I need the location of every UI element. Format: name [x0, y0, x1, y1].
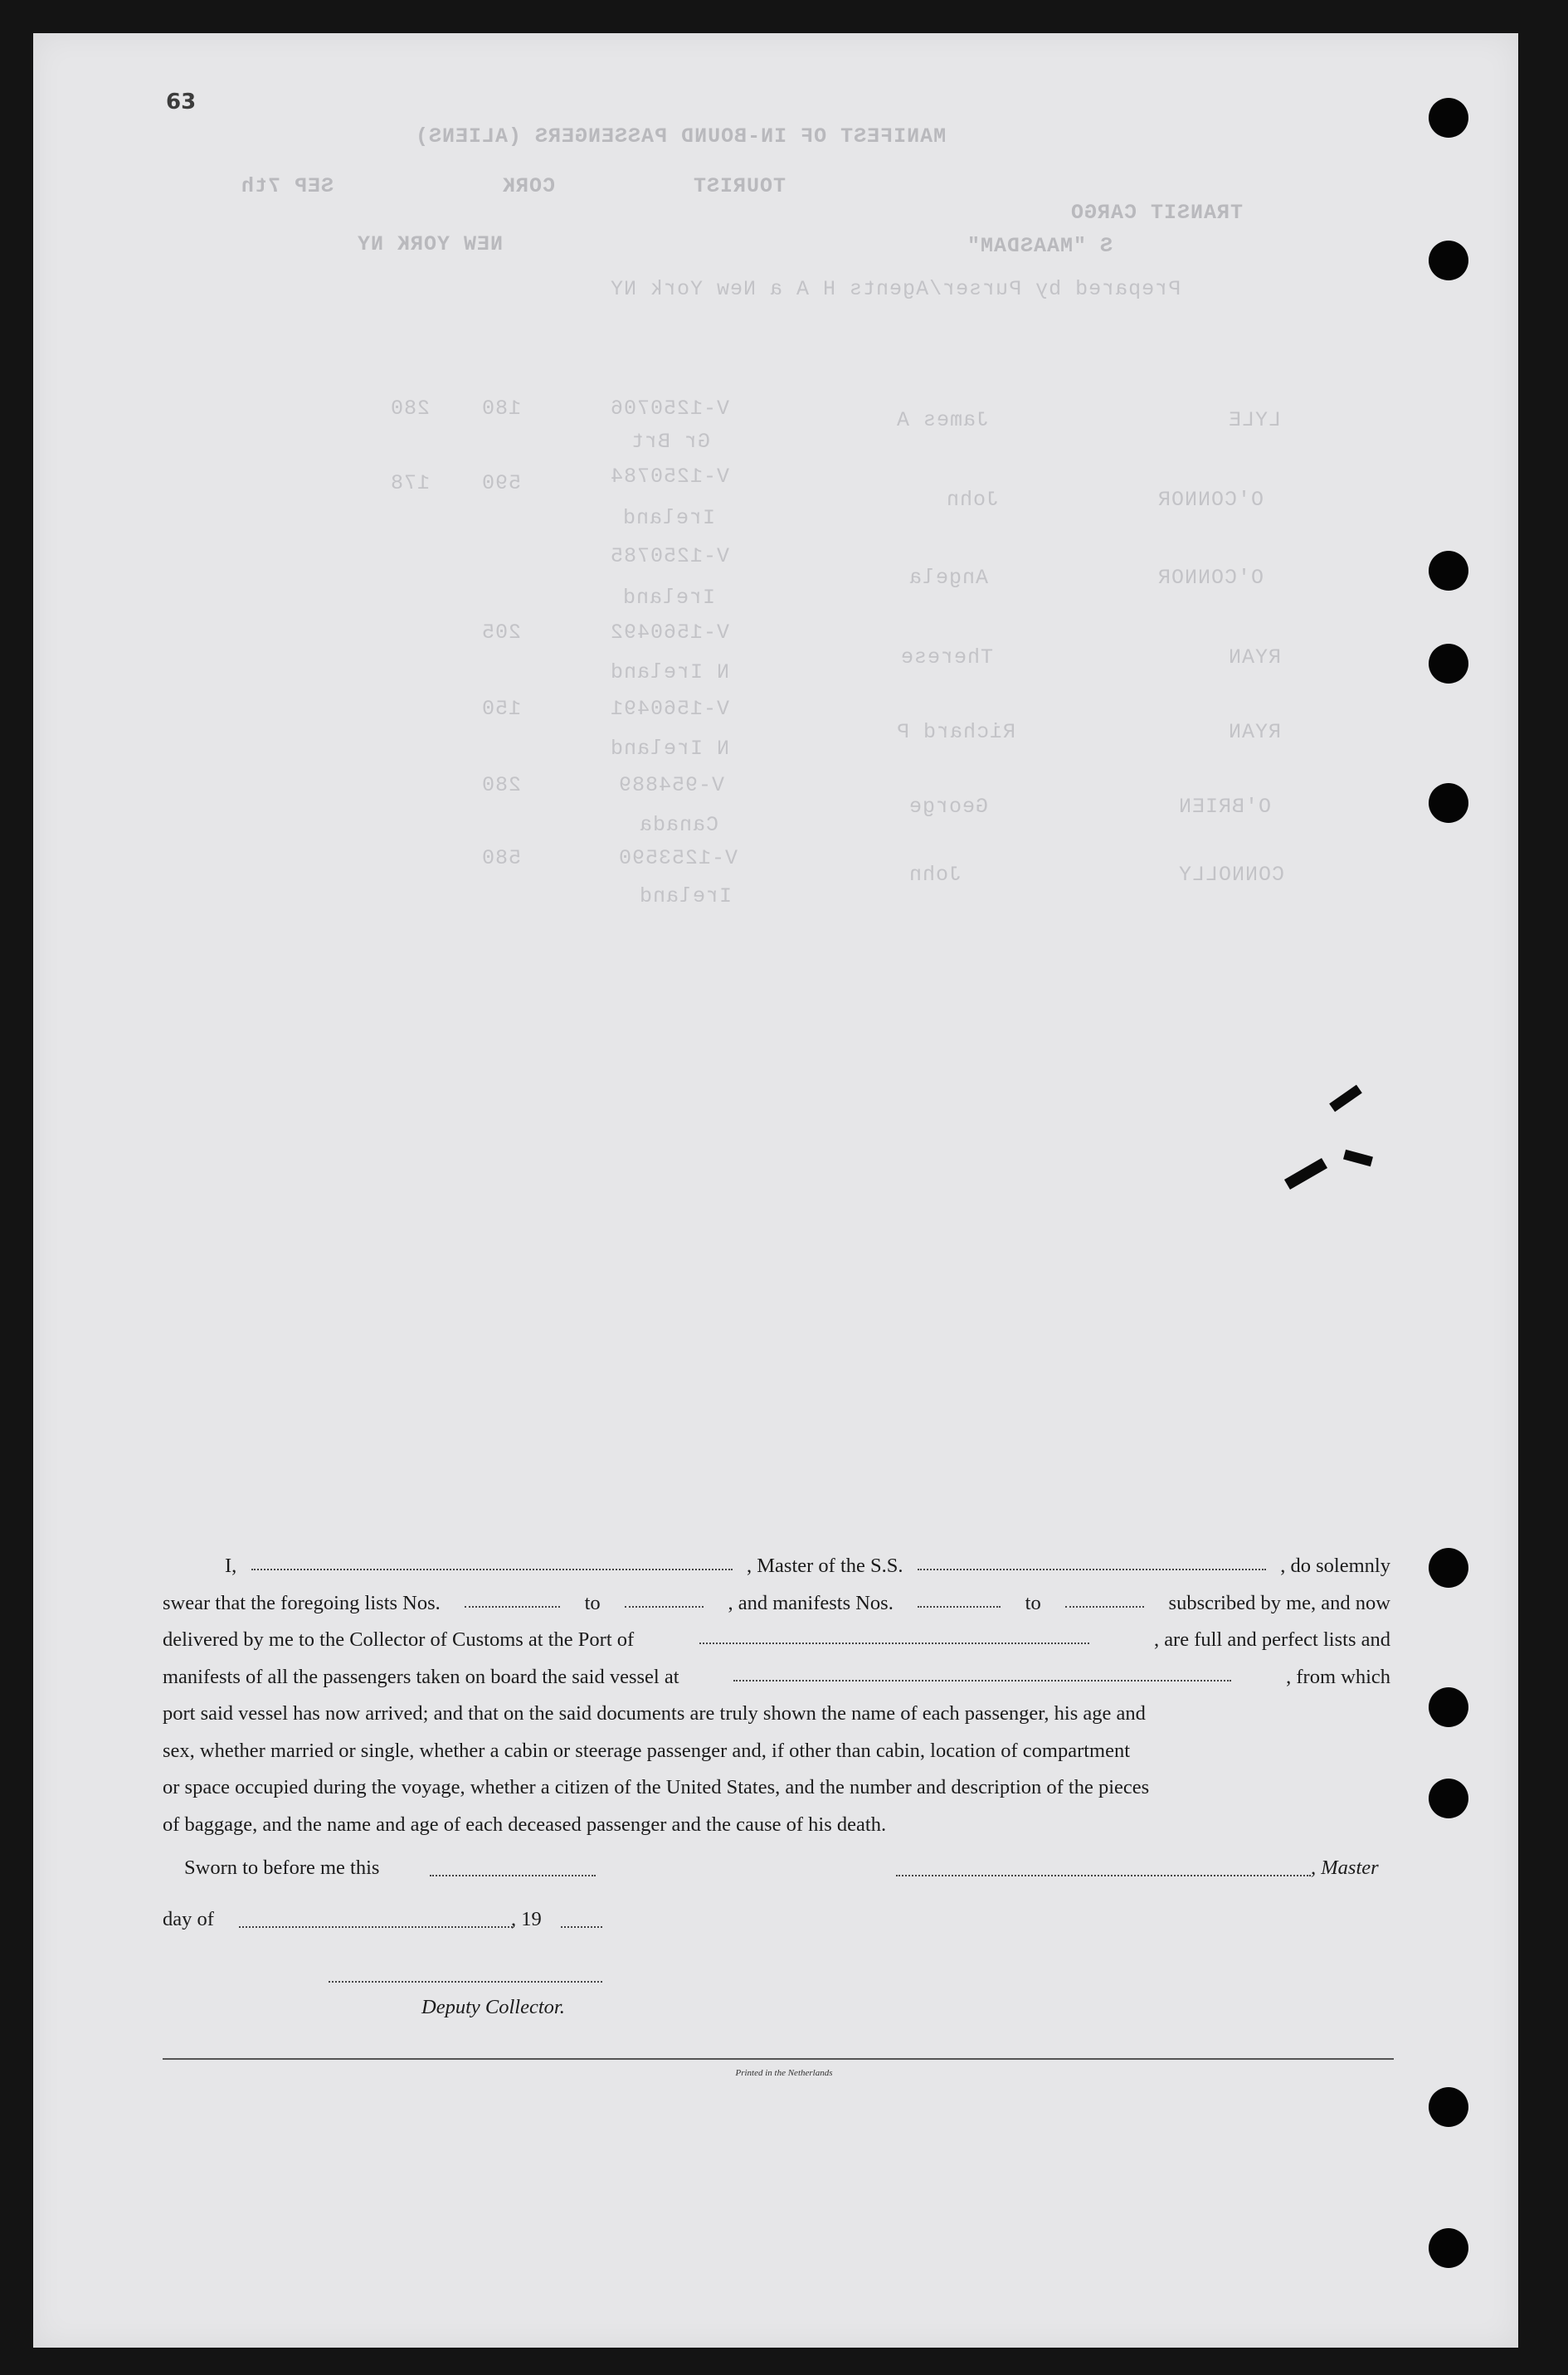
oath-line	[163, 1696, 1390, 1733]
oath-line	[163, 1622, 1390, 1659]
ghost-vessel-label: TRANSIT CARGO	[1070, 201, 1244, 225]
ghost-visa: V-1253590	[618, 846, 738, 870]
ghost-country: Canada	[639, 813, 719, 837]
ghost-given: John	[946, 488, 1000, 512]
oath-line	[163, 1733, 1390, 1770]
binding-hole	[1429, 783, 1468, 823]
oath-text: to	[1025, 1591, 1041, 1614]
ghost-visa: V-1250785	[610, 544, 730, 568]
footer-rule	[163, 2058, 1394, 2060]
ghost-given: John	[908, 863, 962, 887]
ghost-code: 280	[481, 773, 522, 797]
ghost-title: MANIFEST OF IN-BOUND PASSENGERS (ALIENS)	[415, 124, 947, 148]
manifest-page	[33, 33, 1518, 2348]
ghost-visa: V-1250784	[610, 465, 730, 489]
ghost-prepared-by: Prepared by Purser/Agents H A a New York NY	[610, 277, 1181, 301]
oath-line	[163, 1769, 1390, 1807]
ghost-code: 180	[481, 397, 522, 421]
ghost-country: Ireland	[639, 884, 733, 908]
ship-name-blank[interactable]	[918, 1569, 1266, 1570]
year-blank[interactable]	[561, 1926, 602, 1928]
ghost-surname: RYAN	[1228, 645, 1282, 669]
ghost-date: SEP 7th	[241, 174, 334, 198]
oath-line	[163, 1585, 1390, 1623]
ghost-surname: O'BRIEN	[1178, 795, 1272, 819]
ghost-code: 205	[481, 621, 522, 645]
oath-text: swear that the foregoing lists Nos.	[163, 1591, 441, 1614]
binding-hole	[1429, 1687, 1468, 1727]
ghost-port: CORK	[502, 174, 556, 198]
binding-hole	[1429, 1548, 1468, 1588]
printed-in-label: Printed in the Netherlands	[735, 2068, 833, 2078]
oath-text: , do solemnly	[1280, 1555, 1390, 1577]
binding-hole	[1429, 2228, 1468, 2268]
oath-text: or space occupied during the voyage, whether a citizen of the United States, and the number and description of the pieces	[163, 1776, 1150, 1798]
binding-hole	[1429, 644, 1468, 684]
oath-text: of baggage, and the name and age of each deceased passenger and the cause of his death.	[163, 1813, 887, 1836]
oath-text: , Master of the S.S.	[747, 1555, 903, 1577]
ghost-visa: V-1560492	[610, 621, 730, 645]
ghost-visa: V-1560491	[610, 697, 730, 721]
ghost-given: Therese	[900, 645, 994, 669]
ghost-code: 150	[481, 697, 522, 721]
oath-paragraph	[163, 1548, 1390, 1843]
oath-line	[163, 1659, 1390, 1696]
ghost-country: N Ireland	[610, 737, 730, 761]
oath-line	[163, 1548, 1390, 1585]
day-blank[interactable]	[239, 1926, 513, 1928]
ghost-code: 590	[481, 471, 522, 495]
ghost-surname: CONNOLLY	[1178, 863, 1285, 887]
oath-text: to	[584, 1591, 601, 1614]
oath-text: I,	[225, 1555, 237, 1577]
ghost-given: Angela	[908, 566, 989, 590]
manifests-to-blank[interactable]	[1065, 1606, 1144, 1608]
ghost-class: TOURIST	[693, 174, 786, 198]
oath-text: subscribed by me, and now	[1168, 1591, 1390, 1614]
day-of-label: day of	[163, 1908, 214, 1930]
oath-text: sex, whether married or single, whether a cabin or steerage passenger and, if other than cabin, location of compartment	[163, 1739, 1131, 1762]
oath-line	[163, 1807, 1390, 1844]
deputy-signature-blank[interactable]	[329, 1981, 602, 1983]
ghost-visa: V-1250706	[610, 397, 730, 421]
ghost-country: N Ireland	[610, 660, 730, 684]
ghost-extra: 280	[390, 397, 431, 421]
ghost-visa: V-954889	[618, 773, 725, 797]
master-signature-blank[interactable]	[896, 1875, 1311, 1876]
ghost-given: George	[908, 795, 989, 819]
deputy-collector-label: Deputy Collector.	[421, 1996, 565, 2018]
ghost-country: Ireland	[622, 586, 716, 610]
oath-text: port said vessel has now arrived; and that on the said documents are truly shown the name of each passenger, his age and	[163, 1702, 1146, 1725]
ghost-destination: NEW YORK NY	[357, 232, 504, 256]
binding-hole	[1429, 241, 1468, 280]
year-label: , 19	[511, 1908, 542, 1930]
sworn-label: Sworn to before me this	[184, 1857, 380, 1879]
manifests-from-blank[interactable]	[918, 1606, 1001, 1608]
master-label: , Master	[1311, 1857, 1379, 1879]
lists-to-blank[interactable]	[625, 1606, 704, 1608]
binding-hole	[1429, 551, 1468, 591]
master-name-blank[interactable]	[251, 1569, 733, 1570]
ghost-vessel: S "MAASDAM"	[967, 234, 1113, 258]
ghost-surname: RYAN	[1228, 720, 1282, 744]
binding-hole	[1429, 98, 1468, 138]
binding-hole	[1429, 1779, 1468, 1818]
ghost-extra: 178	[390, 471, 431, 495]
oath-text: manifests of all the passengers taken on board the said vessel at	[163, 1665, 679, 1688]
oath-text: delivered by me to the Collector of Customs at the Port of	[163, 1628, 635, 1651]
pencil-page-number: 63	[166, 90, 197, 114]
ghost-given: Richard P	[896, 720, 1016, 744]
port-of-arrival-blank[interactable]	[699, 1643, 1089, 1644]
oath-text: , and manifests Nos.	[728, 1591, 894, 1614]
ghost-surname: LYLE	[1228, 408, 1282, 432]
oath-text: , from which	[1286, 1665, 1390, 1688]
binding-hole	[1429, 2087, 1468, 2127]
oath-text: , are full and perfect lists and	[1153, 1628, 1390, 1651]
ghost-country: Gr Brt	[631, 430, 711, 454]
ghost-given: James A	[896, 408, 990, 432]
sworn-date-blank[interactable]	[430, 1875, 596, 1876]
port-of-departure-blank[interactable]	[733, 1680, 1231, 1681]
ghost-country: Ireland	[622, 506, 716, 530]
ghost-code: 580	[481, 846, 522, 870]
lists-from-blank[interactable]	[465, 1606, 560, 1608]
ghost-surname: O'CONNOR	[1157, 488, 1264, 512]
ghost-surname: O'CONNOR	[1157, 566, 1264, 590]
